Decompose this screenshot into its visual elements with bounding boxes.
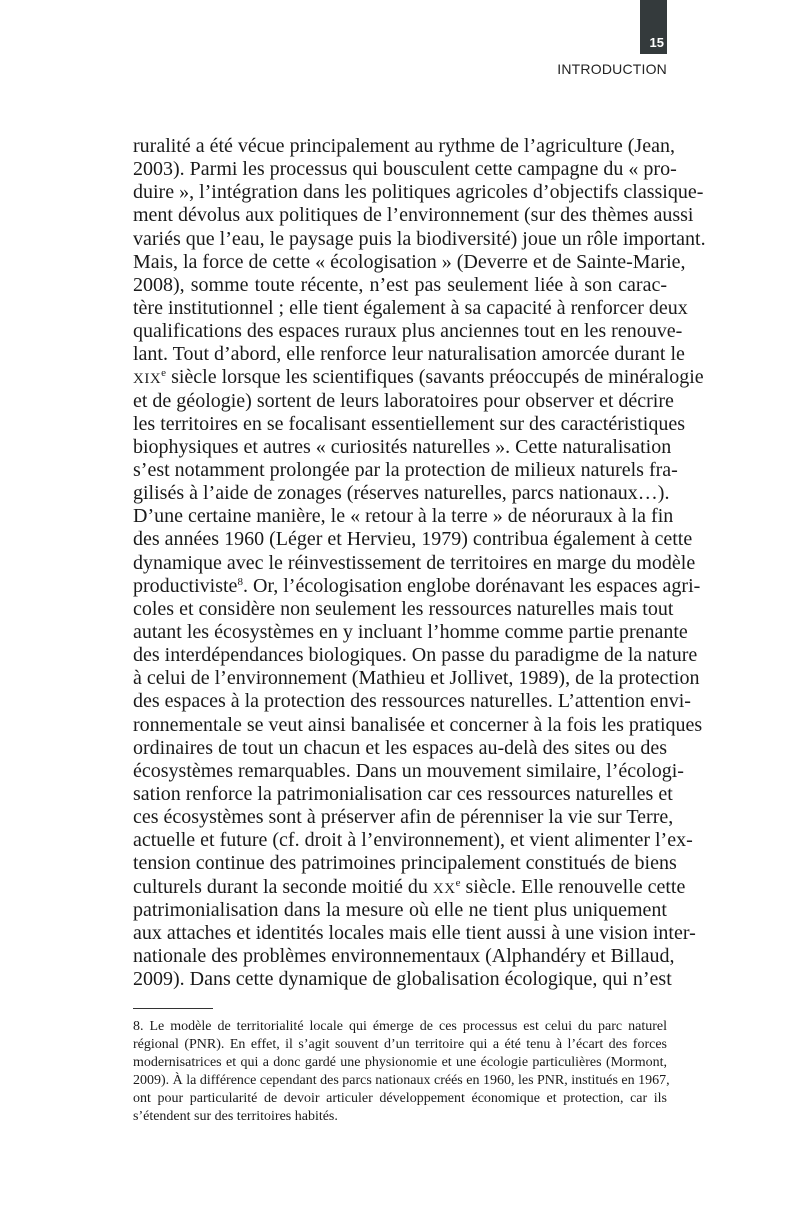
body-line bbox=[133, 250, 686, 274]
text-segment: les territoires en se focalisant essentiellement sur des caractéristiques bbox=[133, 412, 686, 435]
body-line bbox=[133, 227, 706, 251]
superscript: e bbox=[161, 367, 167, 380]
text-segment: sation renforce la patrimonialisation car ces ressources naturelles et bbox=[133, 782, 673, 805]
body-line bbox=[133, 829, 693, 852]
text-segment: 2003). Parmi les processus qui bousculent cette campagne du « pro- bbox=[133, 158, 677, 181]
text-segment: s’est notamment prolongée par la protection de milieux naturels fra- bbox=[133, 458, 678, 481]
text-segment: nationale des problèmes environnementaux (Alphandéry et Billaud, bbox=[133, 944, 675, 967]
body-line bbox=[133, 899, 667, 922]
text-segment: ment dévolus aux politiques de l’environnement (sur des thèmes aussi bbox=[133, 204, 694, 227]
footnote-line: régional (PNR). En effet, il s’agit souvent d’un territoire qui a été tenu à l’écart des forces bbox=[133, 1037, 667, 1053]
body-line bbox=[133, 968, 672, 991]
body-line bbox=[133, 296, 688, 320]
body-line bbox=[133, 505, 674, 528]
text-segment: des espaces à la protection des ressources naturelles. L’attention envi- bbox=[133, 690, 691, 713]
footnote-line: 8. Le modèle de territorialité locale qui émerge de ces processus est celui du parc naturel bbox=[133, 1019, 667, 1034]
page-number-tab bbox=[640, 0, 667, 54]
body-line bbox=[133, 690, 691, 713]
body-line bbox=[133, 274, 667, 297]
text-segment: qualifications des espaces ruraux plus anciennes tout en les renouve- bbox=[133, 320, 683, 343]
body-text bbox=[133, 135, 706, 991]
body-line bbox=[133, 412, 686, 436]
page-number: 15 bbox=[649, 35, 664, 50]
body-line bbox=[133, 806, 674, 829]
body-line bbox=[133, 551, 696, 575]
body-line bbox=[133, 667, 700, 690]
text-segment: productiviste bbox=[133, 574, 238, 597]
body-line bbox=[133, 713, 703, 737]
text-segment: coles et considère non seulement les ressources naturelles mais tout bbox=[133, 597, 674, 620]
superscript: e bbox=[455, 876, 461, 889]
text-segment: des interdépendances biologiques. On passe du paradigme de la nature bbox=[133, 644, 698, 667]
body-line bbox=[133, 366, 704, 389]
text-segment: autant les écosystèmes en y incluant l’homme comme partie prenante bbox=[133, 620, 688, 643]
body-line bbox=[133, 458, 678, 482]
body-line bbox=[133, 782, 673, 806]
text-segment: 2008), somme toute récente, n’est pas seulement liée à son carac- bbox=[133, 273, 667, 296]
text-segment: Mais, la force de cette « écologisation » (Deverre et de Sainte-Marie, bbox=[133, 250, 686, 273]
footnote-line: ont pour particularité de devoir articuler développement économique et protection, car ils bbox=[133, 1091, 667, 1107]
footnote-line: modernisatrices et qui a donc gardé une physionomie et une écologie particulières (Mormont, bbox=[133, 1055, 667, 1071]
text-segment: culturels durant la seconde moitié du bbox=[133, 875, 433, 898]
body-line bbox=[133, 528, 693, 551]
text-segment: gilisés à l’aide de zonages (réserves naturelles, parcs nationaux…). bbox=[133, 482, 670, 505]
text-segment: ronnementale se veut ainsi banalisée et concerner à la fois les pratiques bbox=[133, 713, 703, 736]
body-line bbox=[133, 620, 688, 644]
body-line bbox=[133, 435, 672, 459]
text-segment: ces écosystèmes sont à préserver afin de pérenniser la vie sur Terre, bbox=[133, 806, 674, 829]
text-segment: dynamique avec le réinvestissement de territoires en marge du modèle bbox=[133, 551, 696, 574]
text-segment: . Or, l’écologisation englobe dorénavant les espaces agri- bbox=[242, 574, 701, 597]
text-segment: ruralité a été vécue principalement au rythme de l’agriculture (Jean, bbox=[133, 135, 675, 157]
text-segment: et de géologie) sortent de leurs laboratoires pour observer et décrire bbox=[133, 389, 674, 412]
text-segment: D’une certaine manière, le « retour à la terre » de néoruraux à la fin bbox=[133, 505, 674, 528]
superscript: 8 bbox=[237, 575, 243, 588]
body-line bbox=[133, 343, 685, 366]
text-segment: aux attaches et identités locales mais elle tient aussi à une vision inter- bbox=[133, 921, 696, 944]
text-segment: écosystèmes remarquables. Dans un mouvement similaire, l’écologi- bbox=[133, 759, 684, 782]
text-segment: variés que l’eau, le paysage puis la biodiversité) joue un rôle important. bbox=[133, 227, 706, 250]
body-line bbox=[133, 644, 698, 667]
text-segment: actuelle et future (cf. droit à l’environnement), et vient alimenter l’ex- bbox=[133, 829, 693, 852]
body-line bbox=[133, 389, 674, 413]
body-line bbox=[133, 944, 675, 968]
text-segment: à celui de l’environnement (Mathieu et Jollivet, 1989), de la protection bbox=[133, 667, 700, 690]
body-line bbox=[133, 597, 674, 621]
body-line bbox=[133, 574, 701, 598]
body-line bbox=[133, 181, 704, 204]
text-segment: biophysiques et autres « curiosités naturelles ». Cette naturalisation bbox=[133, 435, 672, 458]
text-segment: tension continue des patrimoines principalement constitués de biens bbox=[133, 852, 677, 875]
text-segment: tère institutionnel ; elle tient également à sa capacité à renforcer deux bbox=[133, 296, 688, 319]
body-line bbox=[133, 737, 667, 760]
text-segment: XIX bbox=[133, 371, 162, 388]
footnote-line: s’étendent sur des territoires habités. bbox=[133, 1109, 338, 1125]
text-segment: ordinaires de tout un chacun et les espaces au-delà des sites ou des bbox=[133, 736, 667, 759]
body-line bbox=[133, 135, 675, 158]
footnote-separator bbox=[133, 1008, 213, 1009]
body-line bbox=[133, 852, 677, 875]
text-segment: siècle. Elle renouvelle cette bbox=[460, 875, 686, 898]
text-segment: duire », l’intégration dans les politiques agricoles d’objectifs classique- bbox=[133, 181, 704, 204]
body-line bbox=[133, 759, 684, 783]
text-segment: XX bbox=[432, 880, 456, 897]
footnote-line: 2009). À la différence cependant des parcs nationaux créés en 1960, les PNR, institués en 1967, bbox=[133, 1073, 670, 1089]
body-line bbox=[133, 875, 686, 899]
text-segment: siècle lorsque les scientifiques (savants préoccupés de minéralogie bbox=[166, 366, 704, 389]
text-segment: patrimonialisation dans la mesure où elle ne tient plus uniquement bbox=[133, 898, 667, 921]
body-line bbox=[133, 158, 677, 181]
text-segment: des années 1960 (Léger et Hervieu, 1979) contribua également à cette bbox=[133, 528, 693, 551]
footnotes bbox=[133, 1018, 670, 1127]
body-line bbox=[133, 482, 670, 505]
text-segment: 2009). Dans cette dynamique de globalisation écologique, qui n’est bbox=[133, 968, 672, 991]
body-line bbox=[133, 921, 696, 945]
text-segment: lant. Tout d’abord, elle renforce leur naturalisation amorcée durant le bbox=[133, 343, 685, 366]
body-line bbox=[133, 320, 683, 343]
running-header: INTRODUCTION bbox=[557, 61, 667, 77]
body-line bbox=[133, 204, 694, 227]
